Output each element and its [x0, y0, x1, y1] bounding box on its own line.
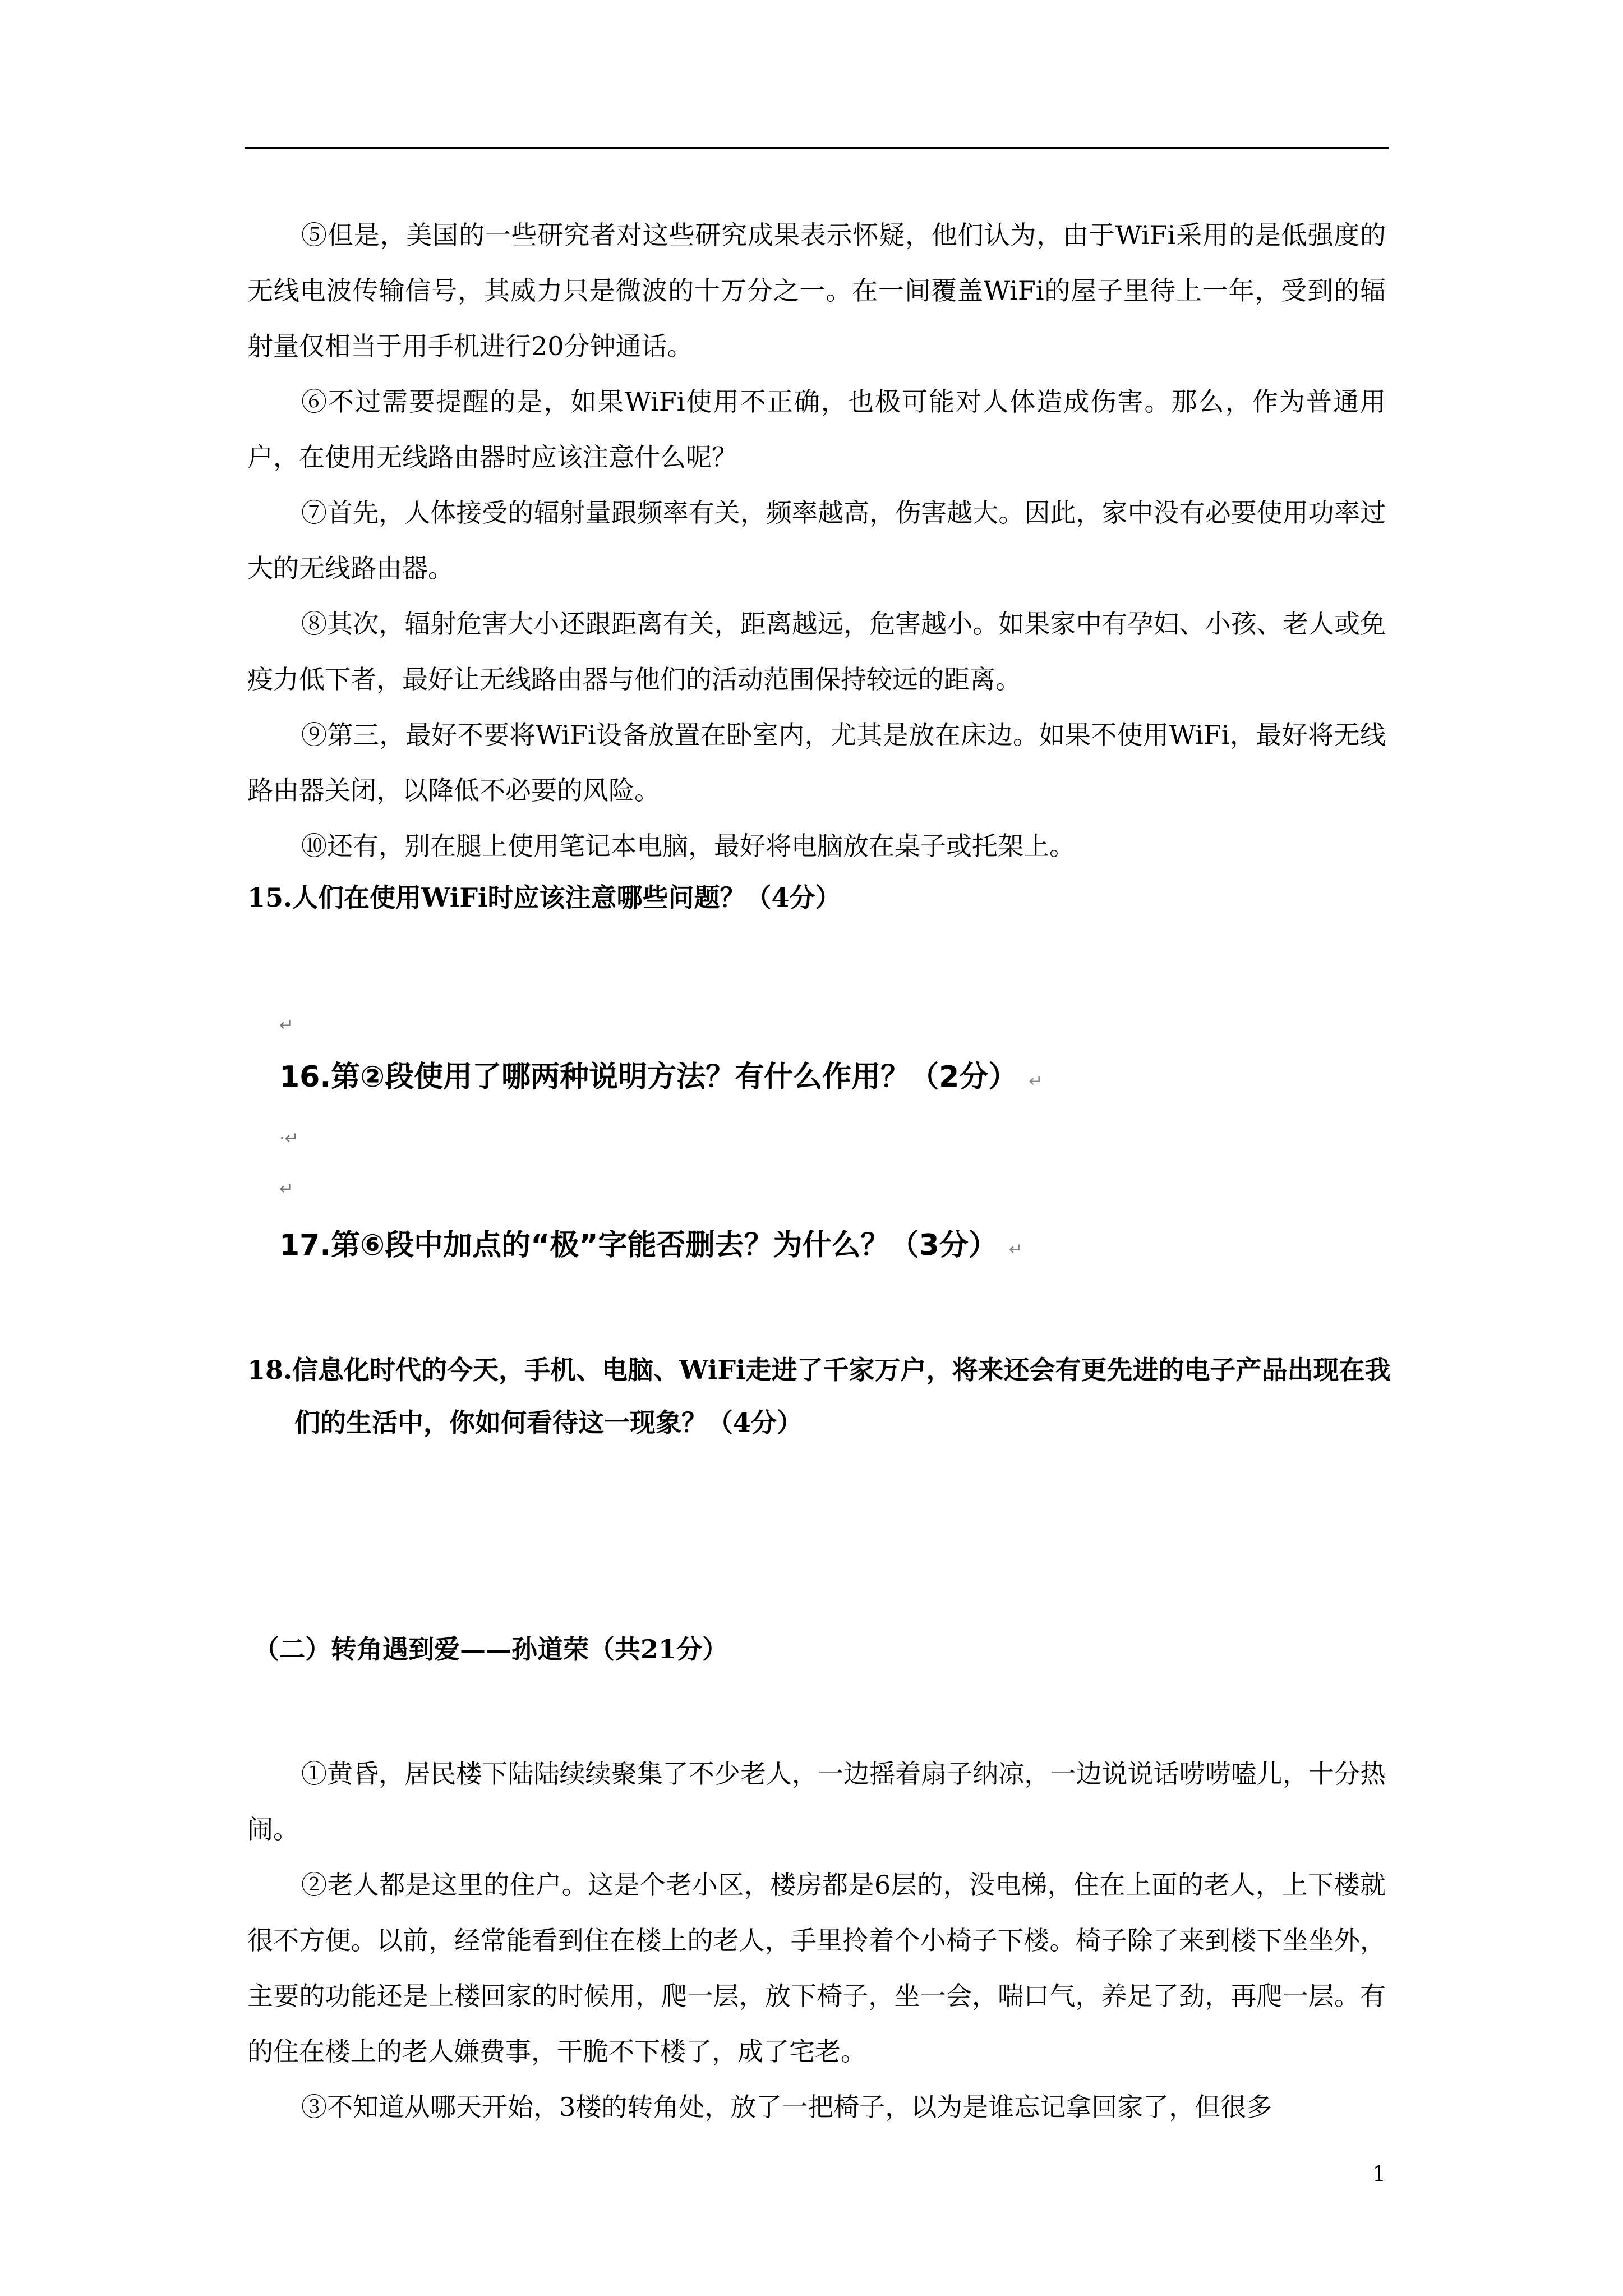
dot-line-arrow: ·↵	[279, 1129, 299, 1148]
question-16	[279, 1055, 1043, 1104]
question-16-text: 16.第②段使用了哪两种说明方法？有什么作用？（2分）	[279, 1060, 1018, 1094]
question-15: 15.人们在使用WiFi时应该注意哪些问题？（4分）	[247, 882, 841, 913]
paragraph-6: ⑥不过需要提醒的是，如果WiFi使用不正确，也极可能对人体造成伤害。那么，作为普通用户，在使用无线路由器时应该注意什么呢？	[247, 386, 1386, 472]
paragraph-9: ⑨第三，最好不要将WiFi设备放置在卧室内，尤其是放在床边。如果不使用WiFi，最好将无线路由器关闭，以降低不必要的风险。	[247, 720, 1386, 806]
paragraph-10: ⑩还有，别在腿上使用笔记本电脑，最好将电脑放在桌子或托架上。	[301, 831, 1075, 861]
header-rule	[245, 147, 1389, 149]
blank-line-arrow: ↵	[279, 1015, 294, 1035]
question-17	[279, 1223, 1023, 1272]
story-paragraph-3: ③不知道从哪天开始，3楼的转角处，放了一把椅子，以为是谁忘记拿回家了，但很多	[301, 2092, 1272, 2122]
return-mark: ↵	[1008, 1240, 1023, 1259]
paragraph-8: ⑧其次，辐射危害大小还跟距离有关，距离越远，危害越小。如果家中有孕妇、小孩、老人或免疫力低下者，最好让无线路由器与他们的活动范围保持较远的距离。	[247, 609, 1386, 694]
return-mark: ↵	[1029, 1071, 1043, 1091]
page-number: 1	[1372, 2161, 1386, 2186]
paragraph-7: ⑦首先，人体接受的辐射量跟频率有关，频率越高，伤害越大。因此，家中没有必要使用功率过大的无线路由器。	[247, 498, 1386, 583]
section-heading: （二）转角遇到爱——孙道荣（共21分）	[253, 1634, 728, 1664]
question-18: 18.信息化时代的今天，手机、电脑、WiFi走进了千家万户，将来还会有更先进的电子产品出现在我们的生活中，你如何看待这一现象？（4分）	[247, 1355, 1391, 1438]
question-17-text: 17.第⑥段中加点的“极”字能否删去？为什么？（3分）	[279, 1228, 998, 1262]
blank-line-arrow: ↵	[279, 1179, 294, 1199]
paragraph-5: ⑤但是，美国的一些研究者对这些研究成果表示怀疑，他们认为，由于WiFi采用的是低强度的无线电波传输信号，其威力只是微波的十万分之一。在一间覆盖WiFi的屋子里待上一年，受到的辐射量仅相当于用手机进行20分钟通话。	[247, 220, 1386, 361]
story-paragraph-2: ②老人都是这里的住户。这是个老小区，楼房都是6层的，没电梯，住在上面的老人，上下楼就很不方便。以前，经常能看到住在楼上的老人，手里拎着个小椅子下楼。椅子除了来到楼下坐坐外，主要的功能还是上楼回家的时候用，爬一层，放下椅子，坐一会，喘口气，养足了劲，再爬一层。有的住在楼上的老人嫌费事，干脆不下楼了，成了宅老。	[247, 1870, 1386, 2067]
story-paragraph-1: ①黄昏，居民楼下陆陆续续聚集了不少老人，一边摇着扇子纳凉，一边说说话唠唠嗑儿，十分热闹。	[247, 1759, 1386, 1844]
